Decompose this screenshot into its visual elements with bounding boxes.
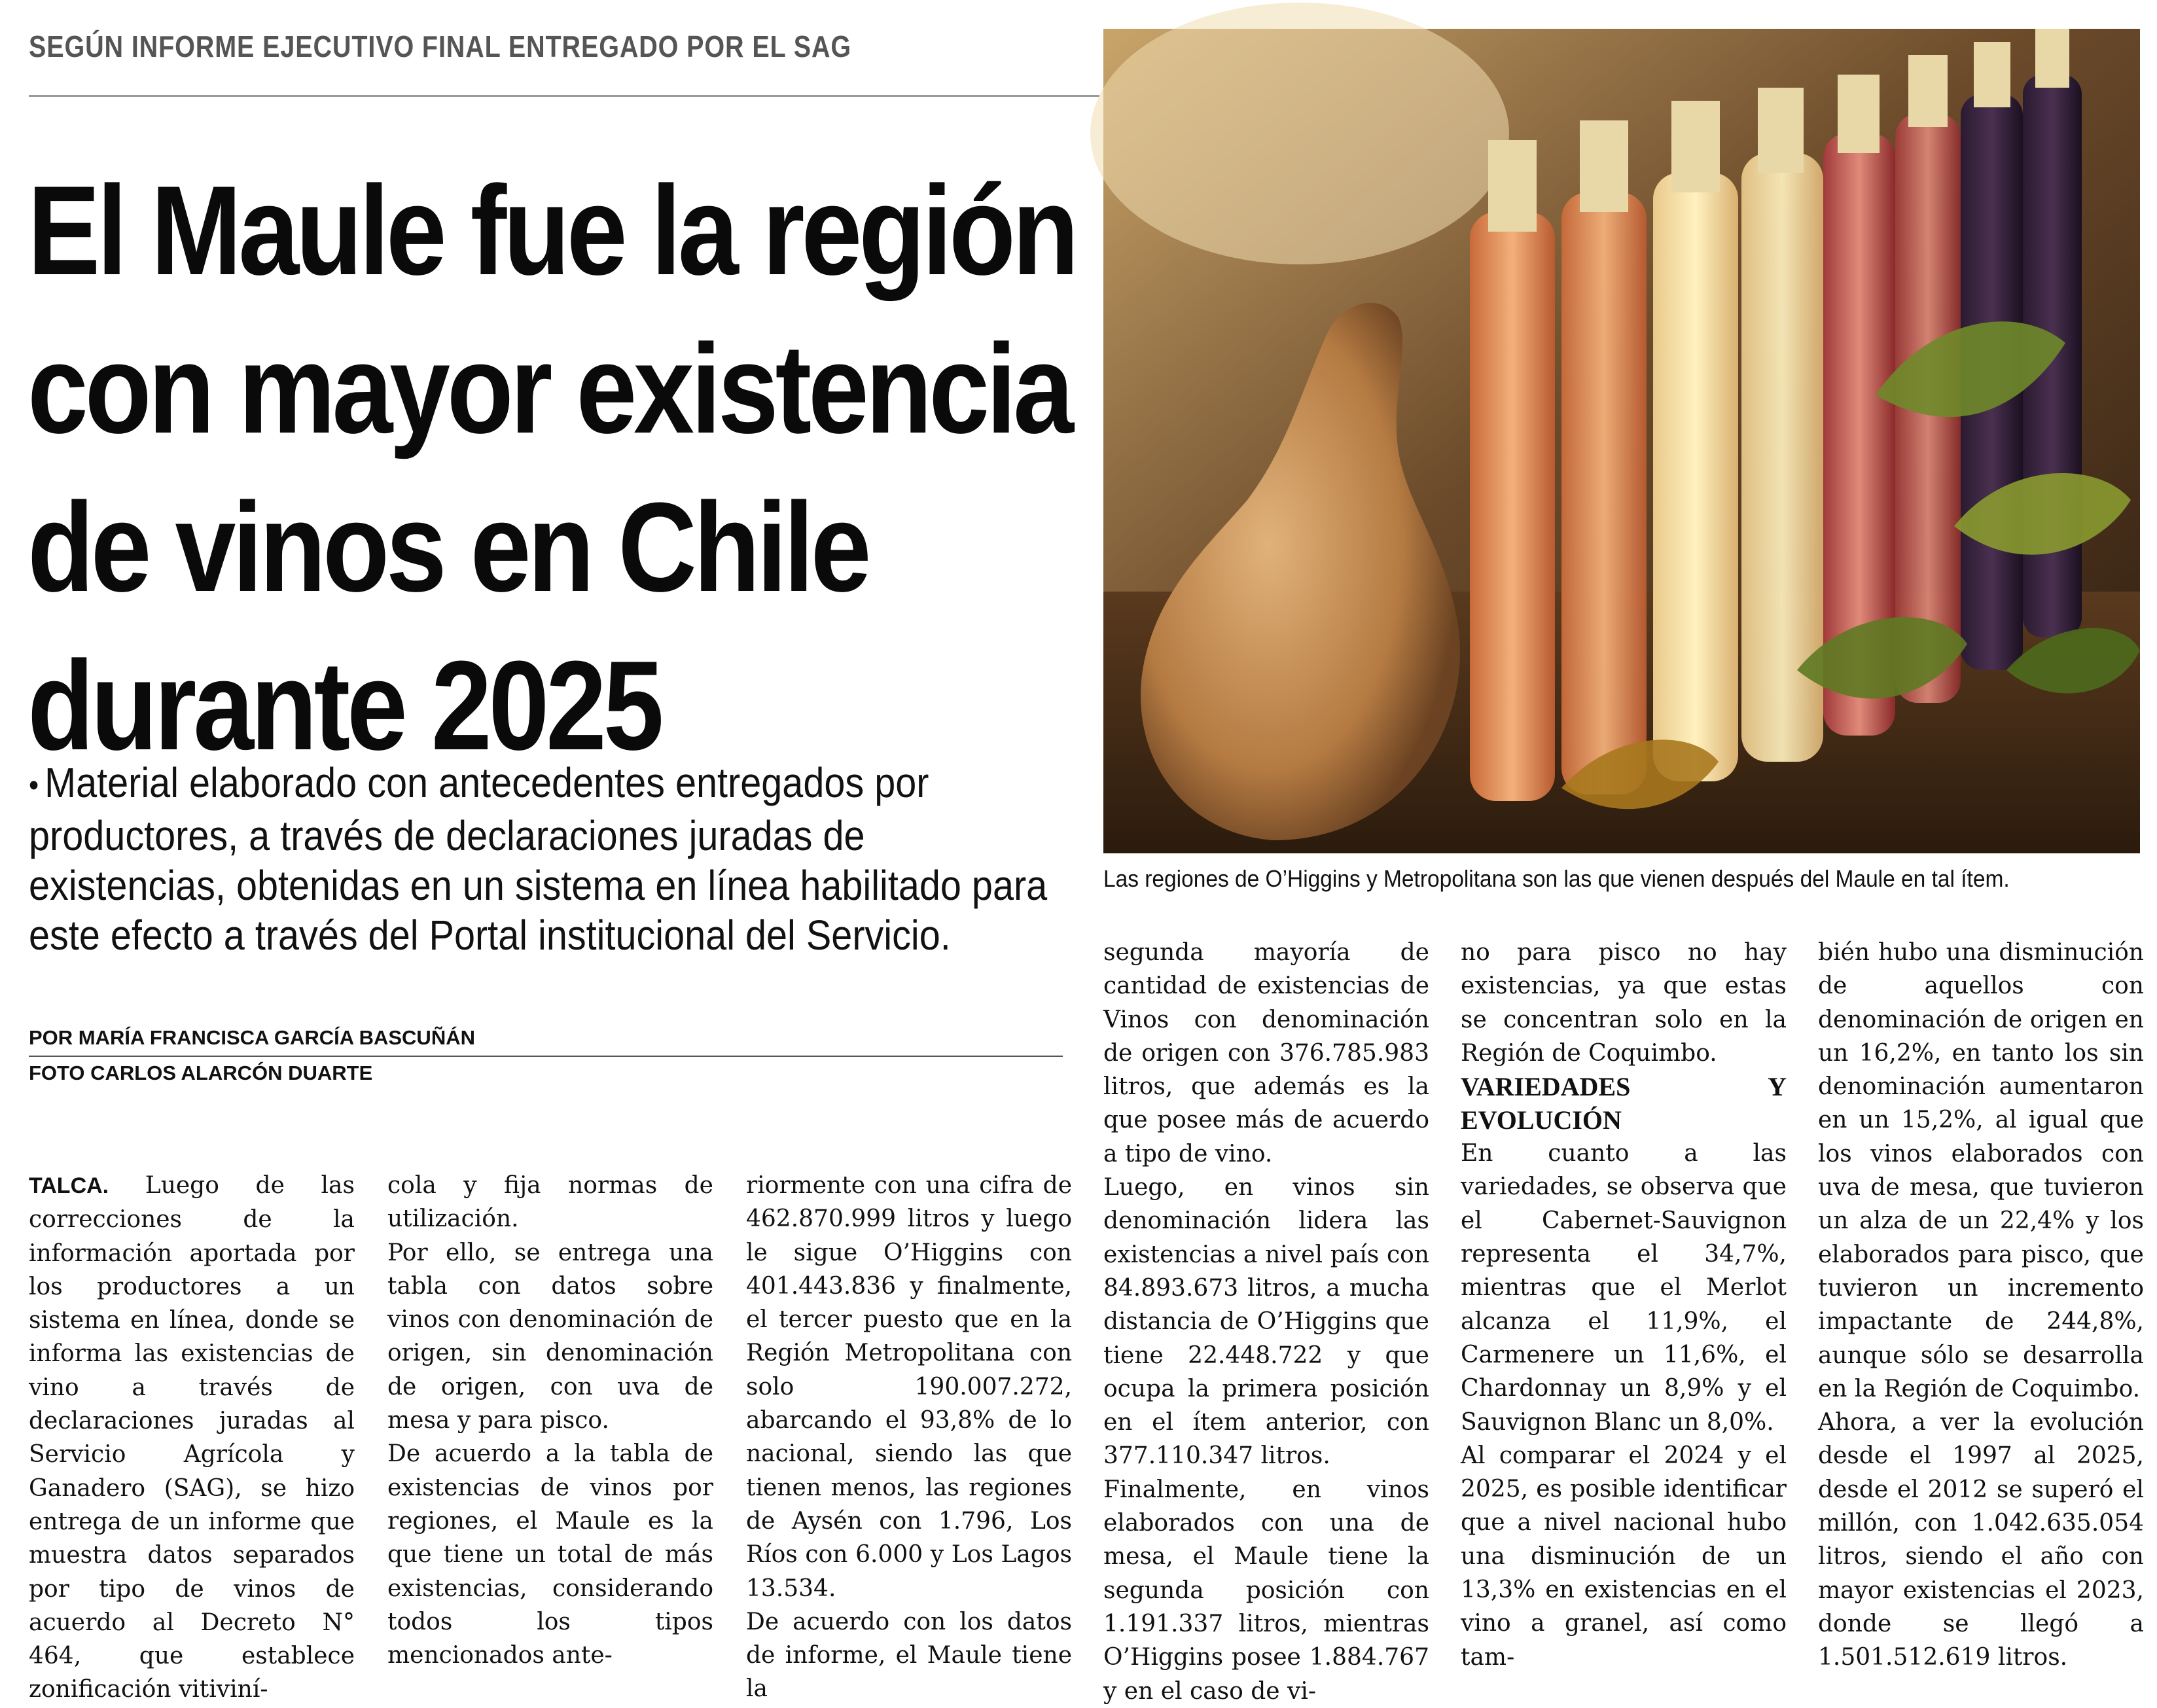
- headline-line-4: durante 2025: [27, 635, 661, 777]
- body-paragraph: De acuerdo con los datos de informe, el Maule tiene la: [746, 1608, 1072, 1703]
- lede-line-3: existencias, obtenidas en un sistema en línea habilitado para: [29, 862, 1048, 910]
- headline-line-3: de vinos en Chile: [27, 476, 868, 618]
- kicker-divider: [29, 95, 1099, 97]
- wine-bottles-photo: [1103, 29, 2140, 853]
- body-paragraph: bién hubo una disminución de aquellos con denominación de origen en un 16,2%, en tanto los sin denominación aumentaron en un 15,2%, al igual que los vinos elaborados con uva de mesa, que tuvieron un alza de un 22,4% y los elaborados para pisco, que tuvieron un incremento impactante de 244,8%, aunque sólo se desarrolla en la Región de Coquimbo.: [1818, 939, 2144, 1402]
- body-paragraph: Finalmente, en vinos elaborados con una de mesa, el Maule tiene la segunda posición con 1.191.337 litros, mientras O’Higgins posee 1.884.767 y en el caso de vi-: [1103, 1476, 1429, 1705]
- kicker: SEGÚN INFORME EJECUTIVO FINAL ENTREGADO POR EL SAG: [29, 29, 852, 63]
- body-paragraph: cola y fija normas de utilización.: [387, 1172, 713, 1233]
- lede-line-2: productores, a través de declaraciones juradas de: [29, 812, 865, 860]
- body-column-1: [29, 1169, 355, 1707]
- body-paragraph: Luego, en vinos sin denominación lidera las existencias a nivel país con 84.893.673 litros, a mucha distancia de O’Higgins que tiene 22.448.722 y que ocupa la primera posición en el ítem anterior, con 377.110.347 litros.: [1103, 1174, 1429, 1470]
- body-paragraph: Ahora, a ver la evolución desde el 1997 al 2025, desde el 2012 se superó el millón, con 1.042.635.054 litros, siendo el año con mayor existencias el 2023, donde se llegó a 1.501.512.619 litros.: [1818, 1409, 2144, 1671]
- body-paragraph: [29, 1169, 355, 1707]
- body-column-5: [1461, 936, 1787, 1674]
- body-text: Luego de las correcciones de la información aportada por los productores a un sistema en línea, donde se informa las existencias de vino a través de declaraciones juradas al Servicio Agrícola y Ganadero (SAG), se hizo entrega de un informe que muestra datos separados por tipo de vinos de acuerdo al Decreto N° 464, que establece zonificación vitiviní-: [29, 1172, 355, 1703]
- headline-line-2: con mayor existencia: [27, 318, 1071, 460]
- body-column-3: [746, 1169, 1072, 1706]
- byline-photo: FOTO CARLOS ALARCÓN DUARTE: [29, 1061, 373, 1084]
- body-paragraph: En cuanto a las variedades, se observa que el Cabernet-Sauvignon representa el 34,7%, mientras que el Merlot alcanza el 11,9%, el Carmenere un 11,6%, el Chardonnay un 8,9% y el Sauvignon Blanc un 8,0%.: [1461, 1140, 1787, 1436]
- headline: [27, 152, 1076, 785]
- photo-caption: Las regiones de O’Higgins y Metropolitana son las que vienen después del Maule en tal ítem.: [1103, 865, 2010, 892]
- dateline: TALCA.: [29, 1173, 109, 1198]
- article-photo: [1103, 29, 2140, 853]
- lede-text-1: Material elaborado con antecedentes entregados por: [45, 759, 929, 806]
- body-paragraph: Al comparar el 2024 y el 2025, es posible identificar que a nivel nacional hubo una disminución de un 13,3% en existencias en el vino a granel, así como tam-: [1461, 1442, 1787, 1671]
- lede: [29, 758, 1048, 960]
- body-column-4: [1103, 936, 1429, 1708]
- body-paragraph: no para pisco no hay existencias, ya que estas se concentran solo en la Región de Coquimbo.: [1461, 939, 1787, 1067]
- bullet-icon: •: [29, 768, 39, 804]
- body-column-6: [1818, 936, 2144, 1675]
- lede-line-4: este efecto a través del Portal institucional del Servicio.: [29, 912, 951, 959]
- body-paragraph: De acuerdo a la tabla de existencias de vinos por regiones, el Maule es la que tiene un total de más existencias, considerando todos los tipos mencionados ante-: [387, 1440, 713, 1669]
- body-paragraph: segunda mayoría de cantidad de existencias de Vinos con denominación de origen con 376.785.983 litros, que además es la que posee más de acuerdo a tipo de vino.: [1103, 939, 1429, 1167]
- headline-line-1: El Maule fue la región: [27, 160, 1076, 302]
- body-column-2: [387, 1169, 713, 1672]
- byline-divider: [29, 1056, 1063, 1057]
- lede-line-1: [29, 758, 995, 811]
- byline-author: POR MARÍA FRANCISCA GARCÍA BASCUÑÁN: [29, 1026, 475, 1049]
- section-subhead: VARIEDADES Y EVOLUCIÓN: [1461, 1072, 1787, 1135]
- body-paragraph: riormente con una cifra de 462.870.999 litros y luego le sigue O’Higgins con 401.443.836 y finalmente, el tercer puesto que en la Región Metropolitana con solo 190.007.272, abarcando el 93,8% de lo nacional, siendo las que tienen menos, las regiones de Aysén con 1.796, Los Ríos con 6.000 y Los Lagos 13.534.: [746, 1172, 1072, 1602]
- body-paragraph: Por ello, se entrega una tabla con datos sobre vinos con denominación de origen, sin denominación de origen, con uva de mesa y para pisco.: [387, 1239, 713, 1434]
